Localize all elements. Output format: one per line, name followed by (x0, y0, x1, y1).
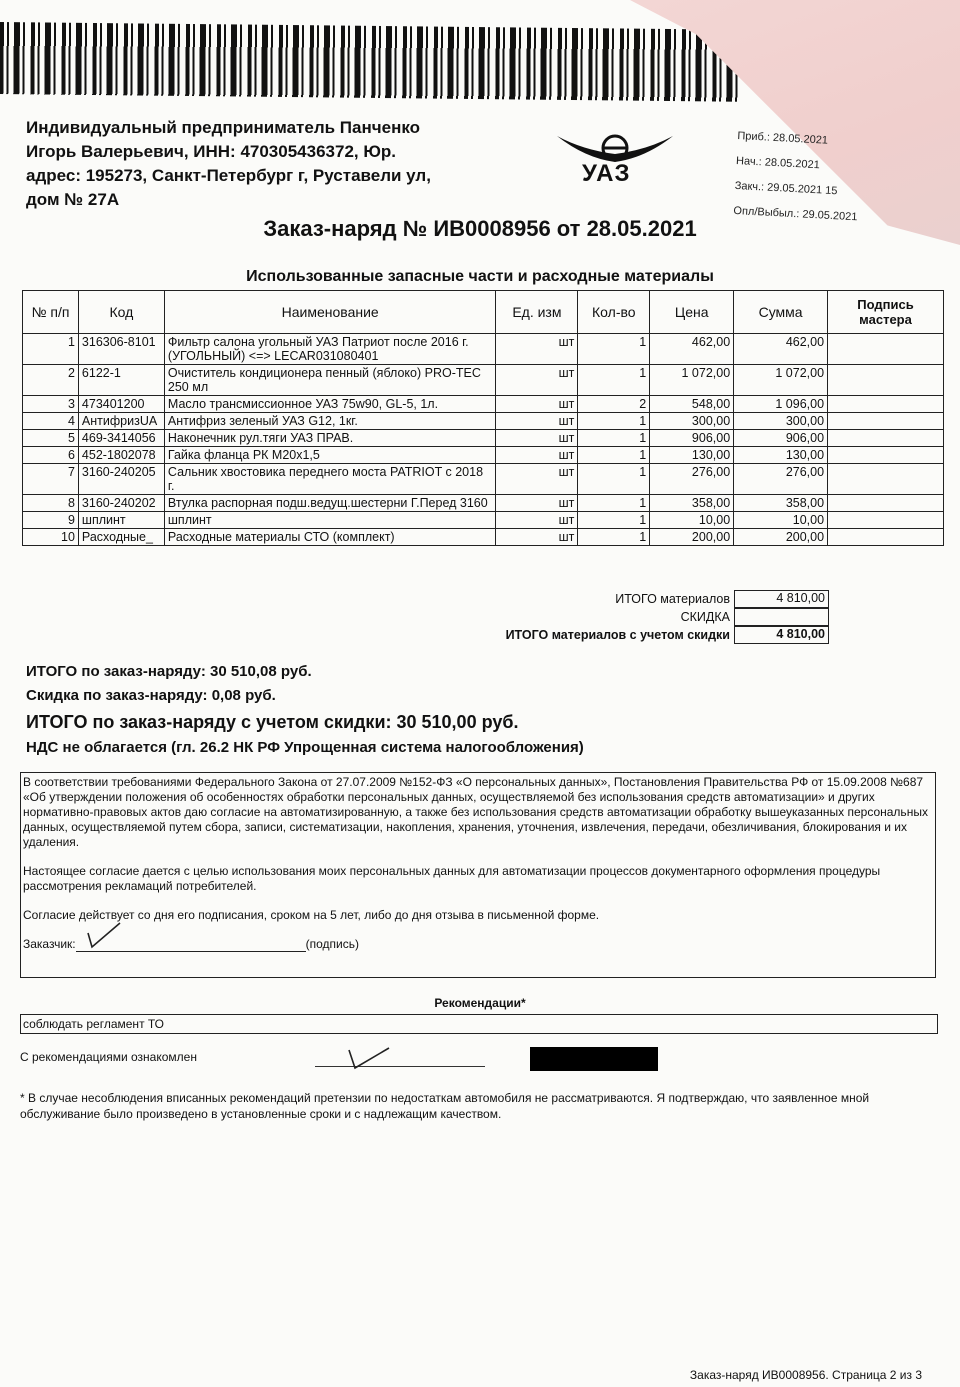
row-name: Масло трансмиссионное УАЗ 75w90, GL-5, 1л. (164, 396, 496, 413)
row-name: Втулка распорная подш.ведущ.шестерни Г.Перед 3160 (164, 495, 496, 512)
logo-text: УАЗ (582, 160, 631, 187)
table-header-row (23, 291, 944, 334)
row-name: Антифриз зеленый УАЗ G12, 1кг. (164, 413, 496, 430)
row-name: Очиститель кондиционера пенный (яблоко) PRO-TEC 250 мл (164, 365, 496, 396)
materials-discount-total-value: 4 810,00 (734, 626, 829, 644)
order-total-with-discount: ИТОГО по заказ-наряду с учетом скидки: 30 510,00 руб. (26, 712, 519, 732)
row-qty: 1 (578, 464, 650, 495)
customer-label: Заказчик: (23, 937, 76, 951)
table-row (23, 495, 944, 512)
row-price: 130,00 (650, 447, 734, 464)
row-unit: шт (496, 365, 578, 396)
discount-label: СКИДКА (680, 610, 730, 624)
table-row (23, 334, 944, 365)
row-price: 1 072,00 (650, 365, 734, 396)
row-num: 8 (23, 495, 79, 512)
redacted-block (530, 1047, 658, 1071)
recommendations-box: соблюдать регламент ТО (20, 1014, 938, 1034)
consent-paragraph-1: В соответствии требованиями Федерального Закона от 27.07.2009 №152-ФЗ «О персональных данных», Постановления Правительства РФ от 15.09.2008 №687 «Об утверждении положения об особенностях обработки персональных данных, осуществляемой без использования средств автоматизации» и других нормативно-правовых актов даю согласие на автоматизированную, а также без использования средств автоматизации обработку вышеуказанных персональных данных, осуществляемой путем сбора, записи, систематизации, накопления, хранения, уточнения, извлечения, передачи, обезличивания, блокирования и их удаления. (23, 775, 928, 849)
row-num: 6 (23, 447, 79, 464)
row-code: шплинт (78, 512, 164, 529)
row-num: 2 (23, 365, 79, 396)
row-signature (828, 495, 944, 512)
table-row (23, 512, 944, 529)
row-unit: шт (496, 529, 578, 546)
materials-total-value: 4 810,00 (734, 590, 829, 608)
row-name: Наконечник рул.тяги УАЗ ПРАВ. (164, 430, 496, 447)
row-code: 473401200 (78, 396, 164, 413)
row-code: Расходные_ (78, 529, 164, 546)
col-num: № п/п (23, 291, 79, 334)
col-sum: Сумма (734, 291, 828, 334)
row-code: 452-1802078 (78, 447, 164, 464)
page-title: Заказ-наряд № ИВ0008956 от 28.05.2021 (263, 216, 697, 241)
row-signature (828, 396, 944, 413)
row-price: 358,00 (650, 495, 734, 512)
table-row (23, 413, 944, 430)
col-unit: Ед. изм (496, 291, 578, 334)
row-num: 10 (23, 529, 79, 546)
row-sum: 300,00 (734, 413, 828, 430)
company-line-3: адрес: 195273, Санкт-Петербург г, Руставели ул, (26, 166, 431, 185)
row-unit: шт (496, 447, 578, 464)
materials-total-label: ИТОГО материалов (615, 592, 730, 606)
row-qty: 1 (578, 447, 650, 464)
col-name: Наименование (164, 291, 496, 334)
company-line-2: Игорь Валерьевич, ИНН: 470305436372, Юр. (26, 142, 396, 161)
row-code: 469-3414056 (78, 430, 164, 447)
row-unit: шт (496, 512, 578, 529)
row-name: Гайка фланца РК М20х1,5 (164, 447, 496, 464)
row-price: 10,00 (650, 512, 734, 529)
row-num: 9 (23, 512, 79, 529)
row-sum: 358,00 (734, 495, 828, 512)
row-unit: шт (496, 396, 578, 413)
row-name: шплинт (164, 512, 496, 529)
col-signature: Подпись мастера (828, 291, 944, 334)
ack-signature-line (315, 1066, 485, 1067)
row-name: Расходные материалы СТО (комплект) (164, 529, 496, 546)
materials-discount-total-label: ИТОГО материалов с учетом скидки (505, 628, 730, 642)
row-num: 1 (23, 334, 79, 365)
row-num: 5 (23, 430, 79, 447)
col-price: Цена (650, 291, 734, 334)
signature-caption: (подпись) (305, 937, 359, 951)
table-row (23, 396, 944, 413)
row-name: Сальник хвостовика переднего моста PATRIOT с 2018 г. (164, 464, 496, 495)
row-price: 462,00 (650, 334, 734, 365)
order-summary (26, 660, 584, 760)
row-unit: шт (496, 464, 578, 495)
ack-signature-icon (345, 1044, 395, 1070)
barcode (0, 22, 740, 102)
row-signature (828, 334, 944, 365)
row-sum: 1 096,00 (734, 396, 828, 413)
order-total: ИТОГО по заказ-наряду: 30 510,08 руб. (26, 663, 312, 680)
signature-mark-icon (84, 921, 124, 951)
row-name: Фильтр салона угольный УАЗ Патриот после 2016 г. (УГОЛЬНЫЙ) <=> LECAR031080401 (164, 334, 496, 365)
discount-value (734, 608, 829, 626)
row-signature (828, 430, 944, 447)
company-info (26, 116, 506, 212)
row-qty: 1 (578, 512, 650, 529)
row-price: 906,00 (650, 430, 734, 447)
recommendations-title: Рекомендации* (434, 996, 526, 1010)
signature-field (76, 935, 306, 952)
row-sum: 462,00 (734, 334, 828, 365)
footnote: * В случае несоблюдения вписанных рекомендаций претензии по недостаткам автомобиля не рассматриваются. Я подтверждаю, что заявленное мной обслуживание было произведено в установленные сроки и с надлежащим качеством. (20, 1091, 870, 1121)
table-row (23, 447, 944, 464)
row-qty: 1 (578, 430, 650, 447)
parts-table (22, 290, 944, 546)
row-code: 316306-8101 (78, 334, 164, 365)
row-num: 7 (23, 464, 79, 495)
row-code: 3160-240202 (78, 495, 164, 512)
row-sum: 1 072,00 (734, 365, 828, 396)
table-row (23, 365, 944, 396)
col-code: Код (78, 291, 164, 334)
row-qty: 1 (578, 495, 650, 512)
row-code: 6122-1 (78, 365, 164, 396)
row-price: 276,00 (650, 464, 734, 495)
consent-paragraph-3: Согласие действует со дня его подписания, сроком на 5 лет, либо до дня отзыва в письменной форме. (23, 908, 600, 922)
row-unit: шт (496, 413, 578, 430)
row-sum: 130,00 (734, 447, 828, 464)
row-signature (828, 365, 944, 396)
row-signature (828, 529, 944, 546)
row-num: 3 (23, 396, 79, 413)
consent-paragraph-2: Настоящее согласие дается с целью использования моих персональных данных для автоматизации процессов документарного оформления процедуры рассмотрения рекламаций потребителей. (23, 864, 881, 893)
row-code: 3160-240205 (78, 464, 164, 495)
row-signature (828, 413, 944, 430)
company-line-1: Индивидуальный предприниматель Панченко (26, 118, 421, 137)
row-price: 200,00 (650, 529, 734, 546)
row-qty: 1 (578, 365, 650, 396)
row-sum: 200,00 (734, 529, 828, 546)
row-qty: 1 (578, 529, 650, 546)
row-unit: шт (496, 495, 578, 512)
row-signature (828, 512, 944, 529)
order-discount: Скидка по заказ-наряду: 0,08 руб. (26, 687, 276, 704)
customer-signature-line (23, 935, 933, 952)
row-num: 4 (23, 413, 79, 430)
row-sum: 906,00 (734, 430, 828, 447)
row-signature (828, 447, 944, 464)
page-footer: Заказ-наряд ИВ0008956. Страница 2 из 3 (689, 1368, 922, 1382)
row-qty: 1 (578, 334, 650, 365)
stamp-start: Нач.: 28.05.2021 (735, 154, 821, 172)
totals-block (470, 590, 830, 644)
vat-note: НДС не облагается (гл. 26.2 НК РФ Упрощенная система налогообложения) (26, 739, 584, 756)
table-row (23, 464, 944, 495)
row-unit: шт (496, 334, 578, 365)
section-subtitle: Использованные запасные части и расходные материалы (246, 268, 714, 285)
row-qty: 1 (578, 413, 650, 430)
col-qty: Кол-во (578, 291, 650, 334)
row-sum: 10,00 (734, 512, 828, 529)
ack-label: С рекомендациями ознакомлен (20, 1050, 197, 1064)
company-line-4: дом № 27А (26, 190, 120, 209)
row-price: 548,00 (650, 396, 734, 413)
row-sum: 276,00 (734, 464, 828, 495)
stamp-arrival: Приб.: 28.05.2021 (737, 129, 829, 147)
table-row (23, 529, 944, 546)
stamp-paid: Опл/Выбыл.: 29.05.2021 (733, 204, 858, 224)
row-unit: шт (496, 430, 578, 447)
time-stamps (733, 124, 862, 230)
row-signature (828, 464, 944, 495)
row-price: 300,00 (650, 413, 734, 430)
consent-box (20, 772, 936, 978)
row-code: АнтифризUA (78, 413, 164, 430)
row-qty: 2 (578, 396, 650, 413)
stamp-close: Закч.: 29.05.2021 15 (734, 179, 838, 198)
table-row (23, 430, 944, 447)
